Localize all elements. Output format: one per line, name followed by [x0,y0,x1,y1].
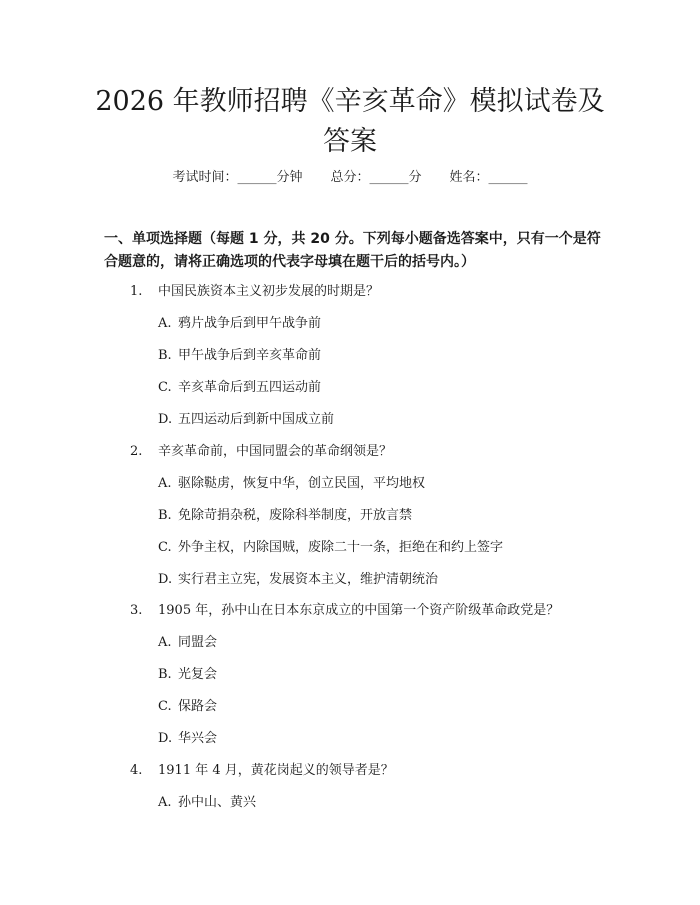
option-item [158,570,438,590]
name-label: 姓名：______ [449,170,528,185]
exam-info-line [0,168,700,188]
option-text: 鸦片战争后到甲午战争前 [178,316,322,331]
section-heading: 一、单项选择题（每题 1 分，共 20 分。下列每小题备选答案中，只有一个是符合题意的，请将正确选项的代表字母填在题干后的括号内。） [104,231,601,270]
option-letter: B. [158,348,172,363]
option-item [158,793,256,813]
option-letter: A. [158,635,172,650]
exam-time-label: 考试时间：______分钟 [172,170,303,185]
option-letter: B. [158,508,172,523]
question-number: 4. [130,763,143,778]
option-text: 驱除鞑虏，恢复中华，创立民国，平均地权 [178,476,426,491]
option-text: 五四运动后到新中国成立前 [178,412,335,427]
total-score-label: 总分：______分 [330,170,422,185]
option-letter: D. [158,572,173,587]
option-letter: A. [158,316,172,331]
option-item [158,378,321,398]
option-item [158,729,217,749]
question-number: 2. [130,444,143,459]
option-item [158,665,217,685]
question-number: 1. [130,284,143,299]
option-item [158,633,217,653]
option-item [158,474,425,494]
question-1 [130,282,379,302]
option-text: 免除苛捐杂税，废除科举制度，开放言禁 [178,508,413,523]
option-text: 同盟会 [178,635,218,650]
option-text: 实行君主立宪，发展资本主义，维护清朝统治 [178,572,439,587]
option-item [158,346,321,366]
option-letter: C. [158,540,172,555]
question-2 [130,442,392,462]
question-number: 3. [130,603,143,618]
question-text: 辛亥革命前，中国同盟会的革命纲领是？ [158,444,393,459]
option-text: 辛亥革命后到五四运动前 [178,380,322,395]
option-text: 外争主权，内除国贼，废除二十一条，拒绝在和约上签字 [178,540,504,555]
option-item [158,410,334,430]
question-text: 1905 年，孙中山在日本东京成立的中国第一个资产阶级革命政党是？ [158,603,560,618]
question-4 [130,761,394,781]
option-letter: A. [158,795,172,810]
option-item [158,314,321,334]
option-letter: C. [158,380,172,395]
option-item [158,538,503,558]
question-text: 1911 年 4 月，黄花岗起义的领导者是？ [158,763,394,778]
question-text: 中国民族资本主义初步发展的时期是？ [158,284,380,299]
question-3 [130,601,559,621]
option-letter: C. [158,699,172,714]
option-text: 甲午战争后到辛亥革命前 [178,348,322,363]
option-letter: D. [158,731,173,746]
option-item [158,697,217,717]
option-letter: B. [158,667,172,682]
option-letter: D. [158,412,173,427]
option-item [158,506,412,526]
option-letter: A. [158,476,172,491]
option-text: 华兴会 [178,731,218,746]
page-title: 2026 年教师招聘《辛亥革命》模拟试卷及答案 [95,86,605,157]
option-text: 保路会 [178,699,218,714]
option-text: 孙中山、黄兴 [178,795,257,810]
option-text: 光复会 [178,667,218,682]
